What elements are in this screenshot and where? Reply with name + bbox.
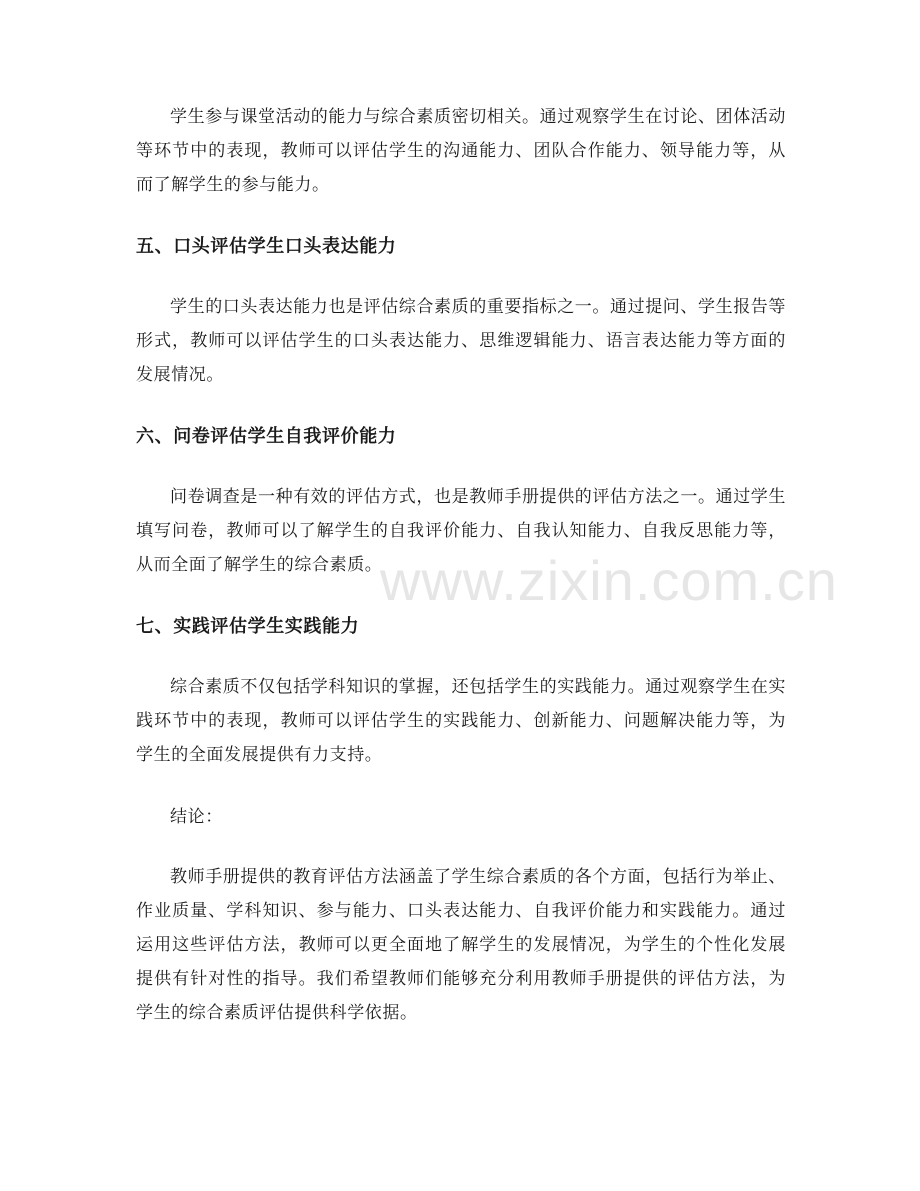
conclusion-label: 结论： [170, 807, 223, 827]
document-body [136, 100, 786, 1058]
section-heading-7: 七、实践评估学生实践能力 [136, 616, 360, 637]
site-watermark: www.zixin.com.cn [380, 549, 838, 612]
section-paragraph-6: 问卷调查是一种有效的评估方式，也是教师手册提供的评估方法之一。通过学生填写问卷，教师可以了解学生的自我评价能力、自我认知能力、自我反思能力等，从而全面了解学生的综合素质。 [136, 487, 786, 575]
intro-paragraph: 学生参与课堂活动的能力与综合素质密切相关。通过观察学生在讨论、团体活动等环节中的表现，教师可以评估学生的沟通能力、团队合作能力、领导能力等，从而了解学生的参与能力。 [136, 107, 786, 195]
conclusion-paragraph: 教师手册提供的教育评估方法涵盖了学生综合素质的各个方面，包括行为举止、作业质量、学科知识、参与能力、口头表达能力、自我评价能力和实践能力。通过运用这些评估方法，教师可以更全面地了解学生的发展情况，为学生的个性化发展提供有针对性的指导。我们希望教师们能够充分利用教师手册提供的评估方法，为学生的综合素质评估提供科学依据。 [136, 867, 786, 1023]
section-paragraph-7: 综合素质不仅包括学科知识的掌握，还包括学生的实践能力。通过观察学生在实践环节中的表现，教师可以评估学生的实践能力、创新能力、问题解决能力等，为学生的全面发展提供有力支持。 [136, 677, 786, 765]
section-paragraph-5: 学生的口头表达能力也是评估综合素质的重要指标之一。通过提问、学生报告等形式，教师可以评估学生的口头表达能力、思维逻辑能力、语言表达能力等方面的发展情况。 [136, 297, 786, 385]
section-heading-5: 五、口头评估学生口头表达能力 [136, 236, 397, 257]
section-heading-6: 六、问卷评估学生自我评价能力 [136, 426, 397, 447]
